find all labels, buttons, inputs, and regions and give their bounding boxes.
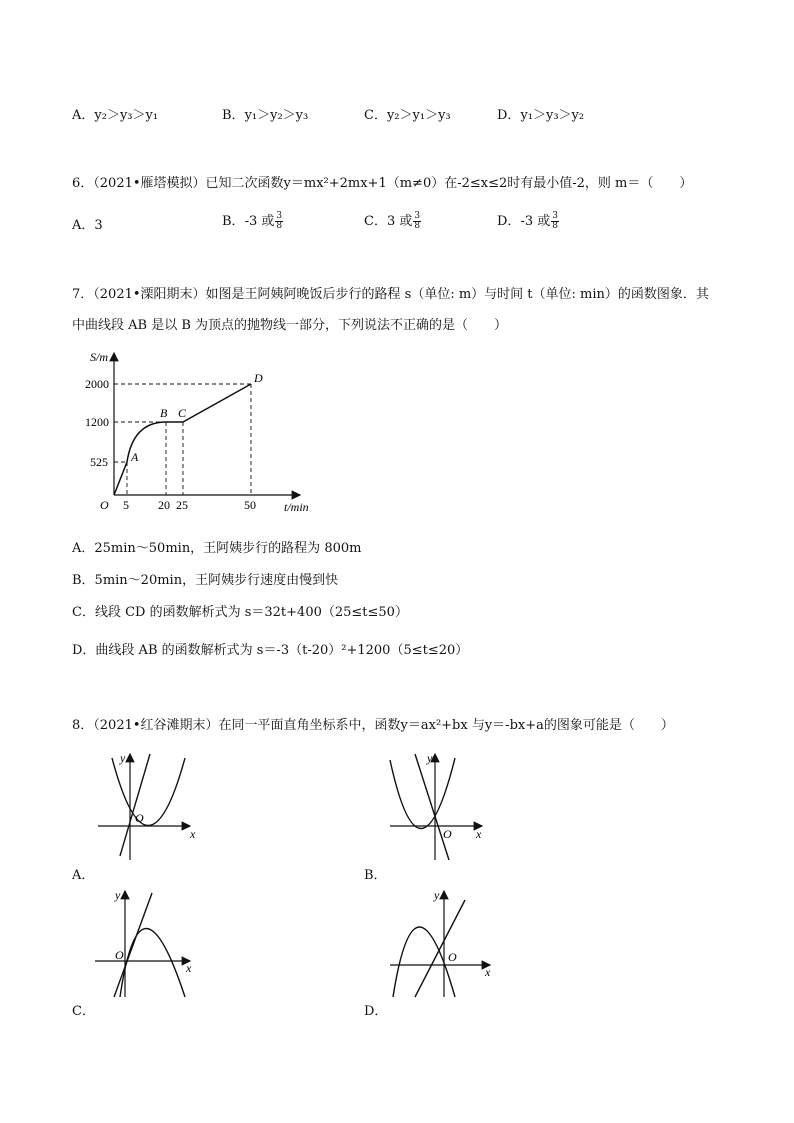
q5-option-d: D．y₁＞y₃＞y₂ (497, 108, 585, 123)
q7-option-a: A．25min～50min，王阿姨步行的路程为 800m (72, 541, 362, 556)
svg-text:y: y (115, 888, 121, 902)
y-tick-1200: 1200 (85, 415, 109, 429)
q7-option-d: D．曲线段 AB 的函数解析式为 s＝-3（t-20）²+1200（5≤t≤20） (72, 643, 469, 658)
q7-stem-line2: 中曲线段 AB 是以 B 为顶点的抛物线一部分，下列说法不正确的是（ ） (72, 318, 508, 333)
q8-option-a-label: A． (72, 868, 95, 883)
q8-graph-b (385, 748, 505, 863)
x-tick-25: 25 (176, 498, 188, 512)
svg-text:O: O (115, 948, 124, 962)
svg-text:y: y (427, 751, 433, 765)
point-c-label: C (178, 406, 187, 420)
q7-distance-time-graph (70, 345, 330, 520)
svg-text:O: O (448, 950, 457, 964)
svg-text:y: y (434, 888, 440, 902)
q6-option-d: D．-3 或 $\frac{3}{8}$ (497, 211, 558, 231)
svg-text:x: x (186, 961, 192, 975)
q5-option-b: B．y₁＞y₂＞y₃ (222, 108, 309, 123)
y-tick-525: 525 (90, 455, 108, 469)
parabola (120, 929, 185, 998)
line (415, 900, 465, 997)
q7-stem-line1: 7．（2021•溧阳期末）如图是王阿姨阿晚饭后步行的路程 s（单位: m）与时间 t（单位: min）的函数图象．其 (72, 287, 709, 302)
svg-text:O: O (443, 827, 452, 841)
distance-curve (114, 384, 251, 495)
x-axis-label: t/min (284, 500, 309, 514)
svg-text:x: x (476, 827, 482, 841)
q7-option-c: C．线段 CD 的函数解析式为 s＝32t+400（25≤t≤50） (72, 605, 408, 620)
y-tick-2000: 2000 (85, 377, 109, 391)
origin-label: O (100, 498, 109, 512)
x-tick-50: 50 (244, 498, 256, 512)
q8-graph-d (385, 885, 505, 1000)
svg-text:O: O (135, 811, 144, 825)
parabola (390, 758, 455, 829)
q7-option-b: B．5min～20min，王阿姨步行速度由慢到快 (72, 573, 339, 588)
q6-option-a: A．3 (72, 218, 103, 233)
q8-graph-a (90, 748, 210, 863)
y-axis-label: S/m (90, 350, 108, 364)
line (114, 893, 152, 997)
q6-option-c: C．3 或 $\frac{3}{8}$ (364, 211, 421, 231)
svg-text:x: x (485, 965, 491, 979)
parabola (112, 758, 185, 826)
x-tick-5: 5 (123, 498, 129, 512)
q5-option-c: C．y₂＞y₁＞y₃ (364, 108, 451, 123)
line (120, 754, 150, 856)
line (415, 754, 449, 860)
fraction: $\frac{3}{8}$ (552, 211, 558, 231)
q8-option-c-label: C． (72, 1004, 95, 1019)
q8-option-d-label: D． (364, 1004, 388, 1019)
q6-option-b: B．-3 或 $\frac{3}{8}$ (222, 211, 283, 231)
svg-text:x: x (190, 827, 196, 841)
fraction: $\frac{3}{8}$ (414, 211, 421, 231)
q6-stem: 6．（2021•雁塔模拟）已知二次函数y＝mx²+2mx+1（m≠0）在-2≤x≤2时有最小值-2，则 m＝（ ） (72, 176, 693, 191)
point-d-label: D (254, 371, 263, 385)
q8-option-b-label: B． (364, 868, 387, 883)
q8-graph-c (90, 885, 210, 1000)
q8-stem: 8．（2021•红谷滩期末）在同一平面直角坐标系中，函数y＝ax²+bx 与y＝-bx+a的图象可能是（ ） (72, 718, 674, 733)
svg-text:y: y (120, 751, 126, 765)
point-b-label: B (160, 406, 168, 420)
x-tick-20: 20 (158, 498, 170, 512)
fraction: $\frac{3}{8}$ (276, 211, 283, 231)
point-a-label: A (131, 450, 139, 464)
q5-option-a: A．y₂＞y₃＞y₁ (72, 108, 159, 123)
